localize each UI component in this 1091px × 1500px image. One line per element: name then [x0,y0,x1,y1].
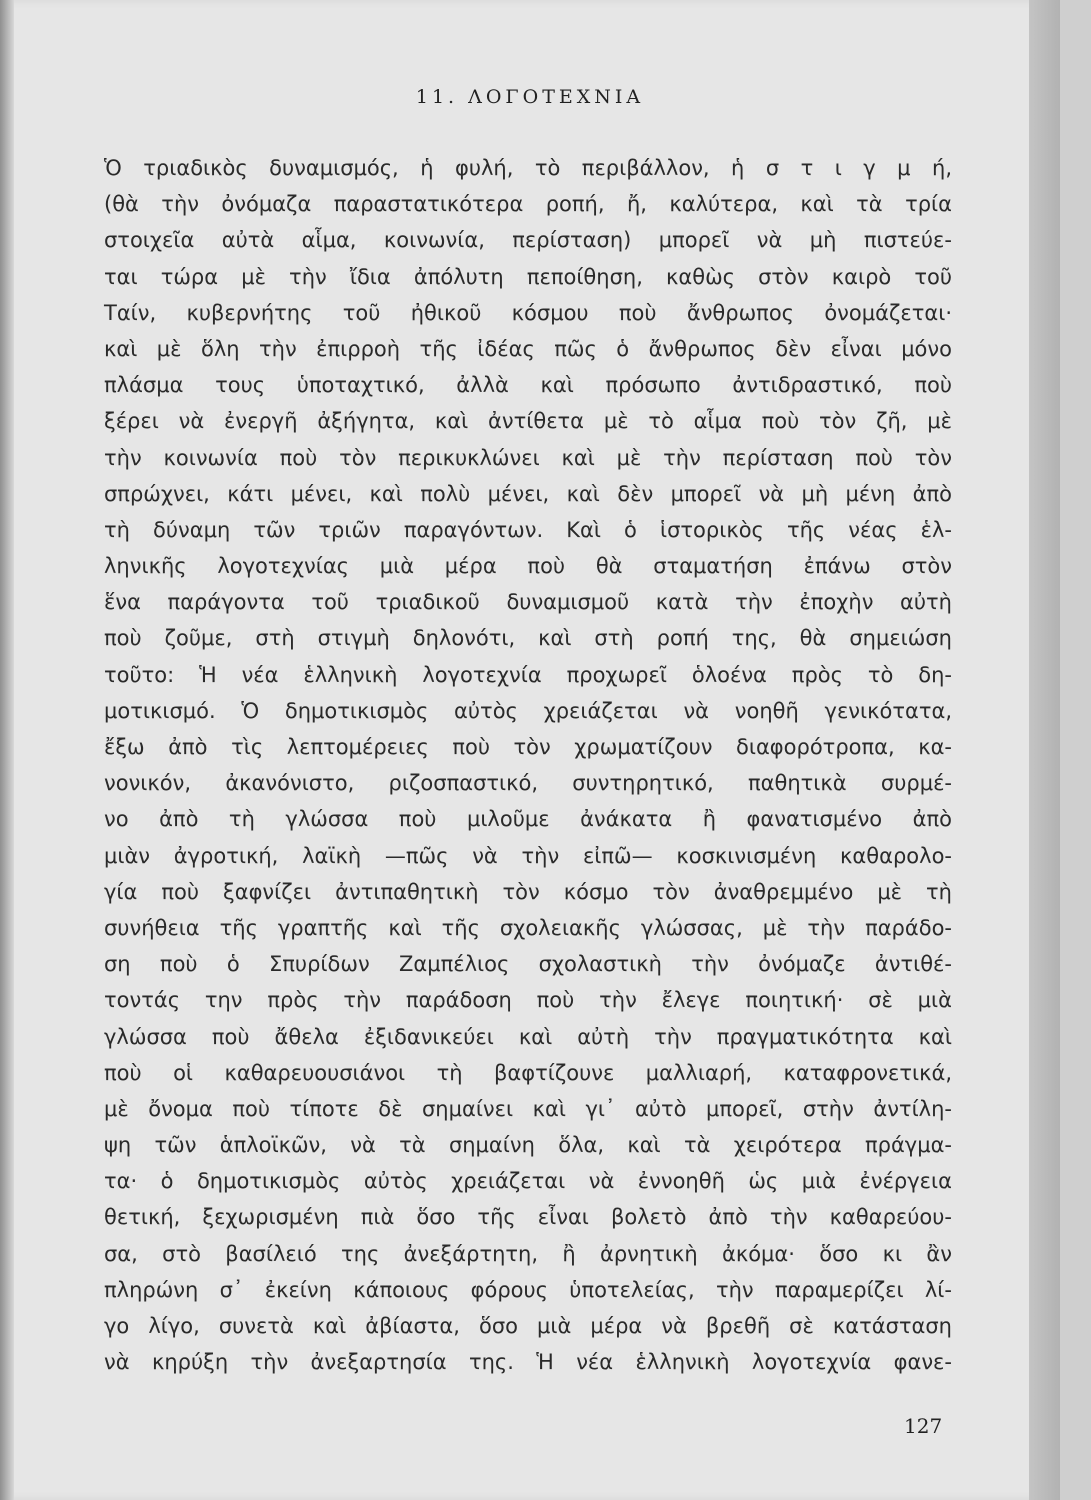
text-line: θετική, ξεχωρισμένη πιὰ ὅσο τῆς εἶναι βολετὸ ἀπὸ τὴν καθαρεύου- [104,1205,952,1230]
text-line: τοντάς την πρὸς τὴν παράδοση ποὺ τὴν ἔλεγε ποιητική· σὲ μιὰ [104,988,952,1013]
text-line: Ταίν, κυβερνήτης τοῦ ἠθικοῦ κόσμου ποὺ ἄνθρωπος ὀνομάζεται· [104,300,952,325]
text-line: ἔξω ἀπὸ τὶς λεπτομέρειες ποὺ τὸν χρωματίζουν διαφορότροπα, κα- [104,735,952,759]
text-line: μιὰν ἀγροτική, λαϊκὴ —πῶς νὰ τὴν εἰπῶ— κοσκινισμένη καθαρολο- [104,843,952,868]
text-line: τοῦτο: Ἡ νέα ἑλληνικὴ λογοτεχνία προχωρεῖ ὁλοένα πρὸς τὸ δη- [104,662,952,687]
text-line: ψη τῶν ἁπλοϊκῶν, νὰ τὰ σημαίνη ὅλα, καὶ τὰ χειρότερα πράγμα- [104,1133,952,1158]
text-line: τὴ δύναμη τῶν τριῶν παραγόντων. Καὶ ὁ ἱστορικὸς τῆς νέας ἑλ- [104,517,952,542]
book-spine-shadow [0,0,14,1500]
text-line: καὶ μὲ ὅλη τὴν ἐπιρροὴ τῆς ἰδέας πῶς ὁ ἄνθρωπος δὲν εἶναι μόνο [104,336,952,361]
text-line: νο ἀπὸ τὴ γλώσσα ποὺ μιλοῦμε ἀνάκατα ἢ φανατισμένο ἀπὸ [104,807,952,832]
text-line: ποὺ οἱ καθαρευουσιάνοι τὴ βαφτίζουνε μαλλιαρή, καταφρονετικά, [104,1060,952,1085]
text-line: σπρώχνει, κάτι μένει, καὶ πολὺ μένει, καὶ δὲν μπορεῖ νὰ μὴ μένη ἀπὸ [104,481,952,506]
text-line: γο λίγο, συνετὰ καὶ ἀβίαστα, ὅσο μιὰ μέρα νὰ βρεθῆ σὲ κατάσταση [104,1314,952,1338]
page-edge [1029,0,1060,1500]
text-line: τὴν κοινωνία ποὺ τὸν περικυκλώνει καὶ μὲ τὴν περίσταση ποὺ τὸν [104,445,952,470]
text-line: γλώσσα ποὺ ἄθελα ἐξιδανικεύει καὶ αὐτὴ τὴν πραγματικότητα καὶ [104,1024,952,1049]
text-line: νὰ κηρύξη τὴν ἀνεξαρτησία της. Ἡ νέα ἑλληνικὴ λογοτεχνία φανε- [104,1350,952,1375]
text-line: (θὰ τὴν ὀνόμαζα παραστατικότερα ροπή, ἤ, καλύτερα, καὶ τὰ τρία [104,192,952,217]
text-line: ξέρει νὰ ἐνεργῆ ἀξήγητα, καὶ ἀντίθετα μὲ τὸ αἷμα ποὺ τὸν ζῆ, μὲ [104,409,952,434]
text-line: πλάσμα τους ὑποταχτικό, ἀλλὰ καὶ πρόσωπο ἀντιδραστικό, ποὺ [104,373,952,398]
text-line: συνήθεια τῆς γραπτῆς καὶ τῆς σχολειακῆς γλώσσας, μὲ τὴν παράδο- [104,915,952,940]
text-line: ποὺ ζοῦμε, στὴ στιγμὴ δηλονότι, καὶ στὴ ροπή της, θὰ σημειώση [104,626,952,651]
text-line: γία ποὺ ξαφνίζει ἀντιπαθητικὴ τὸν κόσμο τὸν ἀναθρεμμένο μὲ τὴ [104,879,952,904]
page-number: 127 [904,1414,943,1438]
body-text [104,150,952,1380]
text-line: πληρώνη σ᾿ ἐκείνη κάποιους φόρους ὑποτελείας, τὴν παραμερίζει λί- [104,1277,952,1302]
text-line: Ὁ τριαδικὸς δυναμισμός, ἡ φυλή, τὸ περιβάλλον, ἡ σ τ ι γ μ ή, [104,156,952,180]
text-line: μοτικισμό. Ὁ δημοτικισμὸς αὐτὸς χρειάζεται νὰ νοηθῆ γενικότατα, [104,698,952,723]
text-line: τα· ὁ δημοτικισμὸς αὐτὸς χρειάζεται νὰ ἐννοηθῆ ὡς μιὰ ἐνέργεια [104,1169,952,1194]
text-line: ληνικῆς λογοτεχνίας μιὰ μέρα ποὺ θὰ σταματήση ἐπάνω στὸν [104,554,952,579]
text-line: ση ποὺ ὁ Σπυρίδων Ζαμπέλιος σχολαστικὴ τὴν ὀνόμαζε ἀντιθέ- [104,952,952,977]
text-line: στοιχεῖα αὐτὰ αἷμα, κοινωνία, περίσταση) μπορεῖ νὰ μὴ πιστεύε- [104,228,952,253]
text-line: νονικόν, ἀκανόνιστο, ριζοσπαστικό, συντηρητικό, παθητικὰ συρμέ- [104,771,952,796]
chapter-heading: 11. ΛΟΓΟΤΕΧΝΙΑ [415,86,645,108]
text-line: μὲ ὄνομα ποὺ τίποτε δὲ σημαίνει καὶ γι᾿ αὐτὸ μπορεῖ, στὴν ἀντίλη- [104,1096,952,1121]
text-line: σα, στὸ βασίλειό της ἀνεξάρτητη, ἢ ἀρνητικὴ ἀκόμα· ὅσο κι ἂν [104,1241,952,1266]
text-line: ἕνα παράγοντα τοῦ τριαδικοῦ δυναμισμοῦ κατὰ τὴν ἐποχὴν αὐτὴ [104,590,952,615]
text-line: ται τώρα μὲ τὴν ἴδια ἀπόλυτη πεποίθηση, καθὼς στὸν καιρὸ τοῦ [104,264,952,289]
